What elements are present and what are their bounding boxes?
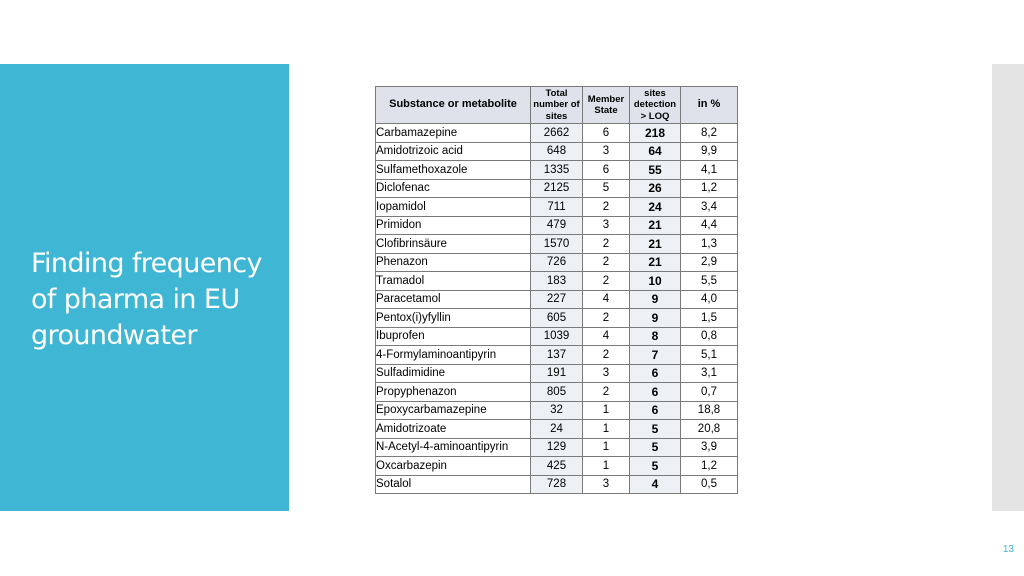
cell-detection: 55 — [630, 161, 681, 180]
table-row — [376, 438, 738, 457]
cell-member-state: 6 — [583, 161, 630, 180]
cell-percent: 5,5 — [681, 272, 738, 291]
title-panel — [0, 64, 289, 511]
cell-detection: 10 — [630, 272, 681, 291]
header-member-state: Member State — [583, 87, 630, 124]
cell-detection: 21 — [630, 216, 681, 235]
table-row — [376, 309, 738, 328]
cell-member-state: 4 — [583, 290, 630, 309]
cell-percent: 0,7 — [681, 383, 738, 402]
cell-percent: 0,5 — [681, 475, 738, 494]
cell-substance: Ibuprofen — [376, 327, 531, 346]
cell-detection: 24 — [630, 198, 681, 217]
cell-detection: 5 — [630, 420, 681, 439]
cell-percent: 8,2 — [681, 124, 738, 143]
cell-total-sites: 728 — [531, 475, 583, 494]
header-substance: Substance or metabolite — [376, 87, 531, 124]
cell-percent: 2,9 — [681, 253, 738, 272]
table-row — [376, 216, 738, 235]
cell-detection: 4 — [630, 475, 681, 494]
header-total-sites: Total number of sites — [531, 87, 583, 124]
cell-percent: 18,8 — [681, 401, 738, 420]
cell-member-state: 3 — [583, 475, 630, 494]
cell-percent: 20,8 — [681, 420, 738, 439]
table-row — [376, 457, 738, 476]
cell-total-sites: 1335 — [531, 161, 583, 180]
cell-total-sites: 1039 — [531, 327, 583, 346]
table-row — [376, 383, 738, 402]
table-row — [376, 364, 738, 383]
cell-member-state: 4 — [583, 327, 630, 346]
cell-substance: Tramadol — [376, 272, 531, 291]
cell-percent: 4,1 — [681, 161, 738, 180]
table-row — [376, 401, 738, 420]
table-row — [376, 346, 738, 365]
cell-substance: 4-Formylaminoantipyrin — [376, 346, 531, 365]
cell-total-sites: 711 — [531, 198, 583, 217]
cell-detection: 6 — [630, 364, 681, 383]
cell-total-sites: 2125 — [531, 179, 583, 198]
cell-substance: Amidotrizoic acid — [376, 142, 531, 161]
cell-detection: 8 — [630, 327, 681, 346]
table-row — [376, 290, 738, 309]
cell-percent: 1,2 — [681, 457, 738, 476]
cell-substance: Paracetamol — [376, 290, 531, 309]
cell-percent: 0,8 — [681, 327, 738, 346]
cell-member-state: 2 — [583, 309, 630, 328]
cell-percent: 4,4 — [681, 216, 738, 235]
table-header-row — [376, 87, 738, 124]
cell-total-sites: 32 — [531, 401, 583, 420]
slide-title: Finding frequency of pharma in EU groundwater — [31, 248, 262, 351]
cell-total-sites: 1570 — [531, 235, 583, 254]
table-row — [376, 272, 738, 291]
cell-member-state: 5 — [583, 179, 630, 198]
cell-total-sites: 2662 — [531, 124, 583, 143]
cell-percent: 3,9 — [681, 438, 738, 457]
table-row — [376, 327, 738, 346]
cell-detection: 9 — [630, 290, 681, 309]
cell-substance: Iopamidol — [376, 198, 531, 217]
cell-member-state: 3 — [583, 142, 630, 161]
cell-substance: Epoxycarbamazepine — [376, 401, 531, 420]
cell-percent: 1,3 — [681, 235, 738, 254]
cell-percent: 1,5 — [681, 309, 738, 328]
cell-detection: 7 — [630, 346, 681, 365]
table-row — [376, 475, 738, 494]
table-row — [376, 124, 738, 143]
cell-substance: Propyphenazon — [376, 383, 531, 402]
table-row — [376, 161, 738, 180]
cell-percent: 3,4 — [681, 198, 738, 217]
cell-percent: 9,9 — [681, 142, 738, 161]
cell-substance: Phenazon — [376, 253, 531, 272]
cell-member-state: 2 — [583, 383, 630, 402]
cell-percent: 3,1 — [681, 364, 738, 383]
cell-substance: Amidotrizoate — [376, 420, 531, 439]
table-row — [376, 198, 738, 217]
cell-detection: 6 — [630, 383, 681, 402]
cell-substance: N-Acetyl-4-aminoantipyrin — [376, 438, 531, 457]
cell-substance: Primidon — [376, 216, 531, 235]
cell-percent: 5,1 — [681, 346, 738, 365]
cell-detection: 6 — [630, 401, 681, 420]
cell-member-state: 2 — [583, 253, 630, 272]
cell-total-sites: 648 — [531, 142, 583, 161]
cell-percent: 4,0 — [681, 290, 738, 309]
cell-substance: Sulfadimidine — [376, 364, 531, 383]
cell-detection: 26 — [630, 179, 681, 198]
cell-substance: Clofibrinsäure — [376, 235, 531, 254]
cell-substance: Pentox(i)yfyllin — [376, 309, 531, 328]
cell-member-state: 2 — [583, 198, 630, 217]
right-strip — [992, 64, 1024, 511]
table-body — [376, 124, 738, 494]
cell-member-state: 1 — [583, 457, 630, 476]
cell-total-sites: 805 — [531, 383, 583, 402]
header-detection: sites detection > LOQ — [630, 87, 681, 124]
table-row — [376, 179, 738, 198]
cell-member-state: 1 — [583, 401, 630, 420]
cell-member-state: 1 — [583, 420, 630, 439]
table-row — [376, 142, 738, 161]
cell-substance: Sotalol — [376, 475, 531, 494]
table-row — [376, 235, 738, 254]
cell-substance: Diclofenac — [376, 179, 531, 198]
cell-total-sites: 129 — [531, 438, 583, 457]
cell-member-state: 3 — [583, 364, 630, 383]
cell-member-state: 2 — [583, 272, 630, 291]
cell-substance: Sulfamethoxazole — [376, 161, 531, 180]
pharma-table — [375, 86, 738, 494]
cell-total-sites: 24 — [531, 420, 583, 439]
cell-total-sites: 183 — [531, 272, 583, 291]
cell-detection: 9 — [630, 309, 681, 328]
table-row — [376, 420, 738, 439]
cell-member-state: 2 — [583, 346, 630, 365]
cell-substance: Carbamazepine — [376, 124, 531, 143]
cell-member-state: 3 — [583, 216, 630, 235]
cell-member-state: 2 — [583, 235, 630, 254]
cell-detection: 5 — [630, 438, 681, 457]
cell-total-sites: 425 — [531, 457, 583, 476]
cell-member-state: 6 — [583, 124, 630, 143]
cell-total-sites: 605 — [531, 309, 583, 328]
cell-total-sites: 137 — [531, 346, 583, 365]
cell-detection: 64 — [630, 142, 681, 161]
cell-member-state: 1 — [583, 438, 630, 457]
cell-detection: 5 — [630, 457, 681, 476]
cell-percent: 1,2 — [681, 179, 738, 198]
cell-total-sites: 191 — [531, 364, 583, 383]
header-percent: in % — [681, 87, 738, 124]
cell-detection: 218 — [630, 124, 681, 143]
table-row — [376, 253, 738, 272]
cell-total-sites: 726 — [531, 253, 583, 272]
cell-detection: 21 — [630, 235, 681, 254]
cell-total-sites: 227 — [531, 290, 583, 309]
cell-substance: Oxcarbazepin — [376, 457, 531, 476]
cell-total-sites: 479 — [531, 216, 583, 235]
page-number: 13 — [1002, 544, 1014, 555]
cell-detection: 21 — [630, 253, 681, 272]
